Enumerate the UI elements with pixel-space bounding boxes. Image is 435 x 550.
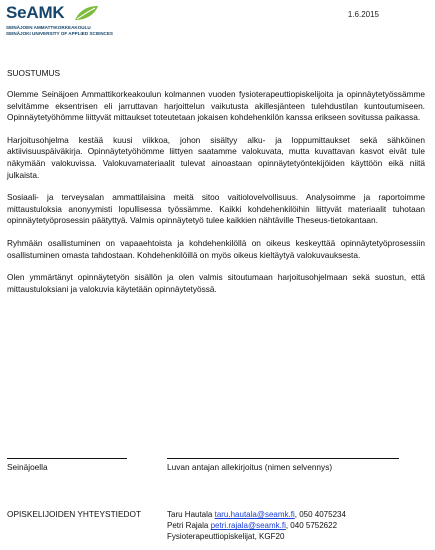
document-body [7, 68, 425, 306]
contacts-list [167, 509, 346, 543]
signer-signature-block [167, 458, 399, 473]
signer-label: Luvan antajan allekirjoitus (nimen selvennys) [167, 462, 333, 472]
place-signature-block [7, 458, 127, 473]
logo-subtitle-en: SEINÄJOKI UNIVERSITY OF APPLIED SCIENCES [6, 31, 113, 36]
contact-name: Petri Rajala [167, 521, 209, 531]
document-date: 1.6.2015 [347, 10, 379, 19]
contact-group: Fysioterapeuttiopiskelijat, KGF20 [167, 532, 285, 542]
paragraph-confidentiality: Sosiaali- ja terveysalan ammattilaisina meitä sitoo vaitiolovelvollisuus. Analysoimme ja raportoimme mittaustuloksia anonyymisti lopullisessa työssämme. Kaikki kohdehenkilöihin liittyvät materiaalit tuhotaan opinnäytetyöprosessin päätyttyä. Valmis opinnäytetyö tulee kaikkien nähtäville Theseus-tietokantaan. [7, 192, 425, 226]
contact-name: Taru Hautala [167, 510, 213, 519]
seamk-logo [6, 4, 126, 44]
document-header [6, 4, 431, 50]
contact-row [167, 520, 346, 531]
paragraph-intro: Olemme Seinäjoen Ammattikorkeakoulun kolmannen vuoden fysioterapeuttiopiskelijoita ja opinnäytetyössämme selvitämme eksentrisen eli jarruttavan harjoittelun vaikutusta akillesjänteen tulehdustilan kuntoutumiseen. Opinnäytetyöhömme liittyvät mittaukset toteutetaan jokaisen kohdehenkilön kanssa erikseen sovitussa paikassa. [7, 89, 425, 123]
document-title: SUOSTUMUS [7, 68, 61, 78]
logo-wordmark: SeAMK [6, 3, 65, 22]
contact-phone: , 050 4075234 [294, 510, 346, 519]
paragraph-agreement: Olen ymmärtänyt opinnäytetyön sisällön ja olen valmis sitoutumaan harjoitusohjelmaan sekä suostun, että mittaustuloksiani ja valokuvia käytetään opinnäytetyössä. [7, 272, 425, 294]
contact-row [167, 509, 346, 520]
place-label: Seinäjoella [7, 462, 48, 472]
contact-email-link[interactable]: taru.hautala@seamk.fi [214, 510, 295, 519]
contacts-label: OPISKELIJOIDEN YHTEYSTIEDOT [7, 509, 142, 519]
leaf-icon [73, 5, 99, 21]
paragraph-voluntary: Ryhmään osallistuminen on vapaaehtoista ja kohdehenkilöllä on oikeus keskeyttää opinnäytetyöprosessiin osallistuminen omasta tahdostaan. Kohdehenkilöillä on myös oikeus kieltäytyä valokuvauksesta. [7, 237, 425, 260]
paragraph-program: Harjoitusohjelma kestää kuusi viikkoa, johon sisältyy alku- ja loppumittaukset sekä sähköinen aktiivisuuspäiväkirja. Opinnäytetyöhömme liittyen saatamme valokuvata, mutta kuvattavan kasvot eivät tule näkymään valokuvissa. Valokuvamateriaalit tulevat ainoastaan opinnäytetyöntekijöiden käyttöön eikä niitä julkaista. [7, 134, 425, 180]
contact-phone: , 040 5752622 [285, 521, 338, 531]
logo-subtitle-fi: SEINÄJOEN AMMATTIKORKEAKOULU [6, 25, 91, 30]
contact-email-link[interactable]: petri.rajala@seamk.fi [210, 521, 286, 531]
